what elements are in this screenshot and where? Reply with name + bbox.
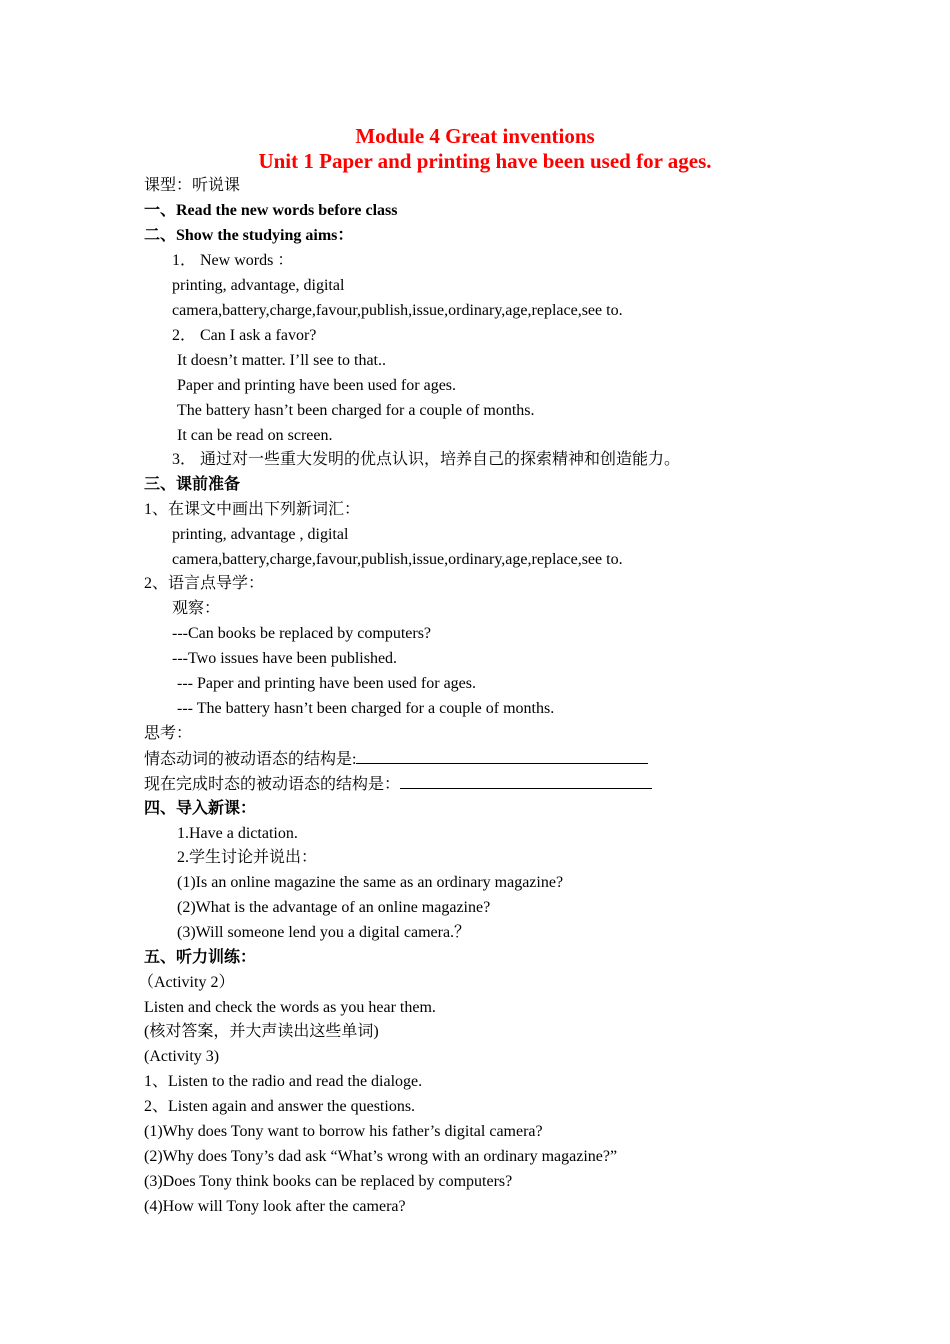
fill-blank-perfect: [144, 774, 652, 795]
section-2-heading: 二、Show the studying aims：: [144, 227, 354, 244]
discussion-question: (1)Is an online magazine the same as an ordinary magazine?: [177, 874, 564, 891]
aims-sentence: It can be read on screen.: [177, 427, 333, 444]
example-sentence: ---Two issues have been published.: [172, 650, 398, 667]
example-sentence: --- The battery hasn’t been charged for a couple of months.: [177, 700, 555, 717]
aims-sentence: It doesn’t matter. I’ll see to that..: [177, 352, 386, 369]
answer-blank[interactable]: [356, 749, 648, 764]
section-3-heading: 三、课前准备: [144, 476, 241, 493]
module-title: Module 4 Great inventions: [355, 124, 595, 148]
aims-item-3: 3． 通过对一些重大发明的优点认识，培养自己的探索精神和创造能力。: [172, 451, 681, 468]
discussion-question: (3)Will someone lend you a digital camera.？: [177, 924, 471, 941]
activity-2-note: (核对答案，并大声读出这些单词): [144, 1023, 379, 1040]
observe-label: 观察：: [172, 600, 221, 617]
section-4-heading: 四、导入新课：: [144, 800, 257, 817]
activity-2-task: Listen and check the words as you hear them.: [144, 999, 436, 1016]
listening-question: (4)How will Tony look after the camera?: [144, 1198, 406, 1215]
listening-task-2: 2、Listen again and answer the questions.: [144, 1098, 416, 1115]
prep-part-1-label: 1、在课文中画出下列新词汇：: [144, 501, 361, 518]
aims-new-words-line: camera,battery,charge,favour,publish,issue,ordinary,age,replace,see to.: [172, 302, 623, 319]
fill-blank-perfect-prompt: 现在完成时态的被动语态的结构是：: [144, 776, 401, 793]
aims-new-words-line: printing, advantage, digital: [172, 277, 345, 294]
section-5-heading: 五、听力训练：: [144, 949, 257, 966]
lesson-type: 课型：听说课: [144, 177, 241, 194]
aims-item-2-label: 2． Can I ask a favor?: [172, 327, 317, 344]
discussion-question: (2)What is the advantage of an online magazine?: [177, 899, 491, 916]
fill-blank-modal: [144, 749, 648, 770]
section-1-heading: 一、Read the new words before class: [144, 202, 398, 219]
think-label: 思考：: [144, 725, 193, 742]
aims-sentence: Paper and printing have been used for ages.: [177, 377, 457, 394]
prep-new-words-line: printing, advantage , digital: [172, 526, 349, 543]
activity-2-label: （Activity 2）: [138, 974, 235, 991]
prep-part-2-label: 2、语言点导学：: [144, 575, 265, 592]
aims-item-1-label: 1． New words ：: [172, 252, 294, 269]
listening-question: (2)Why does Tony’s dad ask “What’s wrong with an ordinary magazine?”: [144, 1148, 618, 1165]
intro-step-2: 2.学生讨论并说出：: [177, 849, 318, 866]
fill-blank-modal-prompt: 情态动词的被动语态的结构是:: [144, 751, 357, 768]
answer-blank[interactable]: [400, 774, 652, 789]
listening-question: (1)Why does Tony want to borrow his father’s digital camera?: [144, 1123, 543, 1140]
unit-title: Unit 1 Paper and printing have been used for ages.: [258, 149, 712, 173]
intro-step-1: 1.Have a dictation.: [177, 825, 298, 842]
example-sentence: ---Can books be replaced by computers?: [172, 625, 432, 642]
listening-task-1: 1、Listen to the radio and read the dialoge.: [144, 1073, 423, 1090]
aims-sentence: The battery hasn’t been charged for a couple of months.: [177, 402, 535, 419]
activity-3-label: (Activity 3): [144, 1048, 220, 1065]
prep-new-words-line: camera,battery,charge,favour,publish,issue,ordinary,age,replace,see to.: [172, 551, 623, 568]
listening-question: (3)Does Tony think books can be replaced by computers?: [144, 1173, 513, 1190]
example-sentence: --- Paper and printing have been used for ages.: [177, 675, 476, 692]
